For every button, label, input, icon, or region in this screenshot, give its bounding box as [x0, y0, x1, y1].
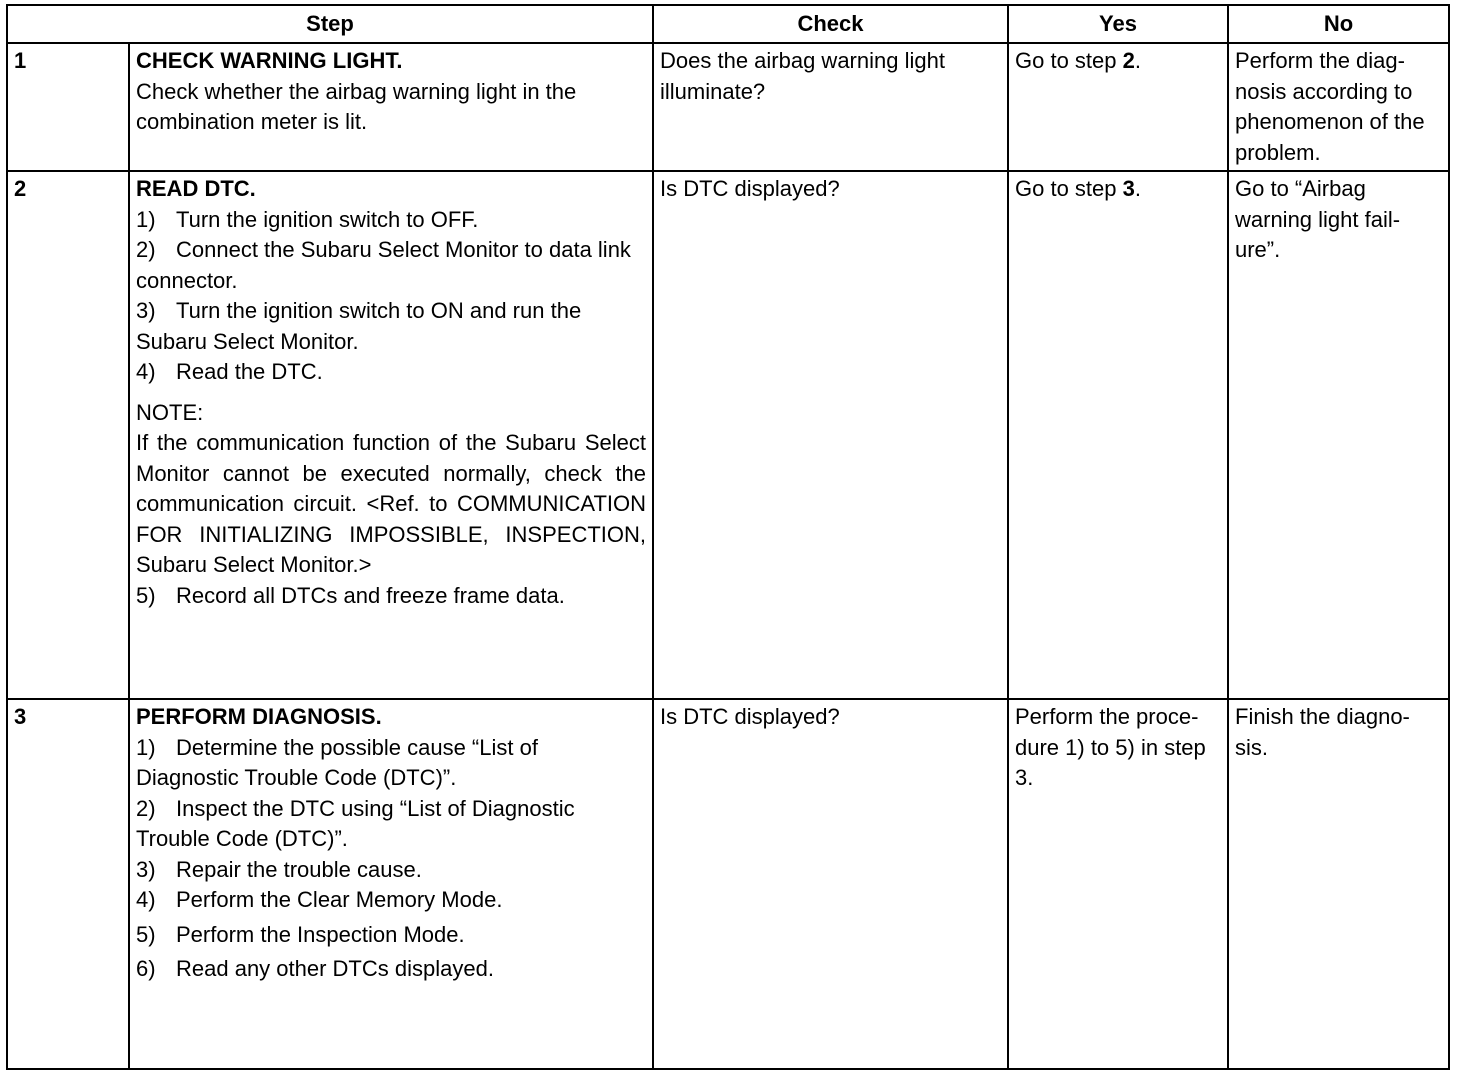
step-title: CHECK WARNING LIGHT. [136, 48, 403, 73]
step-number: 3 [7, 699, 129, 1069]
list-item-text: Perform the Inspection Mode. [176, 921, 465, 947]
list-item-number: 3) [136, 298, 156, 323]
step-number: 2 [7, 171, 129, 699]
list-item-text: Determine the possible cause “List of Diagnostic Trouble Code (DTC)”. [136, 734, 538, 790]
list-item-text: Read any other DTCs displayed. [176, 956, 494, 981]
list-item-number: 2) [136, 795, 156, 821]
header-no: No [1228, 5, 1449, 43]
check-cell: Is DTC displayed? [653, 171, 1008, 699]
yes-suffix: . [1134, 48, 1141, 73]
yes-cell [1008, 43, 1228, 171]
list-item-number: 5) [136, 921, 156, 947]
step-title: PERFORM DIAGNOSIS. [136, 704, 382, 729]
list-item-text: Turn the ignition switch to OFF. [176, 206, 479, 232]
list-item-text: Record all DTCs and freeze frame data. [176, 582, 565, 608]
list-item [136, 357, 646, 388]
list-item-text: Perform the Clear Memory Mode. [176, 887, 503, 912]
note-label: NOTE: [136, 399, 204, 425]
step-number: 1 [7, 43, 129, 171]
list-item [136, 855, 646, 886]
note-text: If the communication function of the Subaru Select Monitor cannot be executed normally, check the communication circuit. <Ref. to COMMUNICATION FOR INITIALIZING IMPOSSIBLE, INSPECTION, Subaru Select Monitor.> [136, 430, 646, 577]
list-item-text: Connect the Subaru Select Monitor to data link connector. [136, 237, 631, 293]
yes-cell: Perform the proce-dure 1) to 5) in step 3. [1008, 699, 1228, 1069]
table-row [7, 699, 1449, 1069]
list-item-number: 3) [136, 856, 156, 882]
list-item [136, 885, 646, 916]
yes-cell [1008, 171, 1228, 699]
header-check: Check [653, 5, 1008, 43]
step-cell [129, 43, 653, 171]
yes-suffix: . [1134, 176, 1141, 201]
list-item [136, 205, 646, 236]
header-row [7, 5, 1449, 43]
check-cell: Does the airbag warning light illuminate? [653, 43, 1008, 171]
table-row [7, 43, 1449, 171]
step-cell [129, 171, 653, 699]
spacer [136, 388, 646, 398]
list-item [136, 296, 646, 357]
step-description: Check whether the airbag warning light in the combination meter is lit. [136, 78, 577, 134]
list-item-number: 1) [136, 734, 156, 760]
list-item [136, 235, 646, 296]
list-item [136, 954, 646, 985]
no-cell: Finish the diagno-sis. [1228, 699, 1449, 1069]
list-item-text: Inspect the DTC using “List of Diagnostic Trouble Code (DTC)”. [136, 795, 575, 851]
diagnostic-table [6, 4, 1450, 1070]
yes-text: Go to step [1015, 48, 1123, 73]
check-cell: Is DTC displayed? [653, 699, 1008, 1069]
list-item [136, 794, 646, 855]
list-item-text: Turn the ignition switch to ON and run the Subaru Select Monitor. [136, 298, 582, 354]
step-cell [129, 699, 653, 1069]
list-item [136, 920, 646, 951]
yes-step-ref: 3 [1122, 176, 1135, 201]
list-item-number: 1) [136, 206, 156, 232]
header-yes: Yes [1008, 5, 1228, 43]
no-cell: Go to “Airbag warning light fail-ure”. [1228, 171, 1449, 699]
list-item-number: 4) [136, 359, 156, 384]
step-title: READ DTC. [136, 176, 256, 201]
table-row [7, 171, 1449, 699]
list-item [136, 733, 646, 794]
list-item [136, 581, 646, 612]
list-item-number: 2) [136, 237, 156, 262]
list-item-text: Read the DTC. [176, 359, 323, 384]
yes-text: Go to step [1015, 176, 1123, 201]
list-item-text: Repair the trouble cause. [176, 856, 422, 882]
yes-step-ref: 2 [1122, 48, 1135, 73]
list-item-number: 5) [136, 582, 156, 608]
list-item-number: 6) [136, 956, 156, 981]
header-step: Step [7, 5, 653, 43]
list-item-number: 4) [136, 887, 156, 912]
no-cell: Perform the diag-nosis according to phenomenon of the problem. [1228, 43, 1449, 171]
